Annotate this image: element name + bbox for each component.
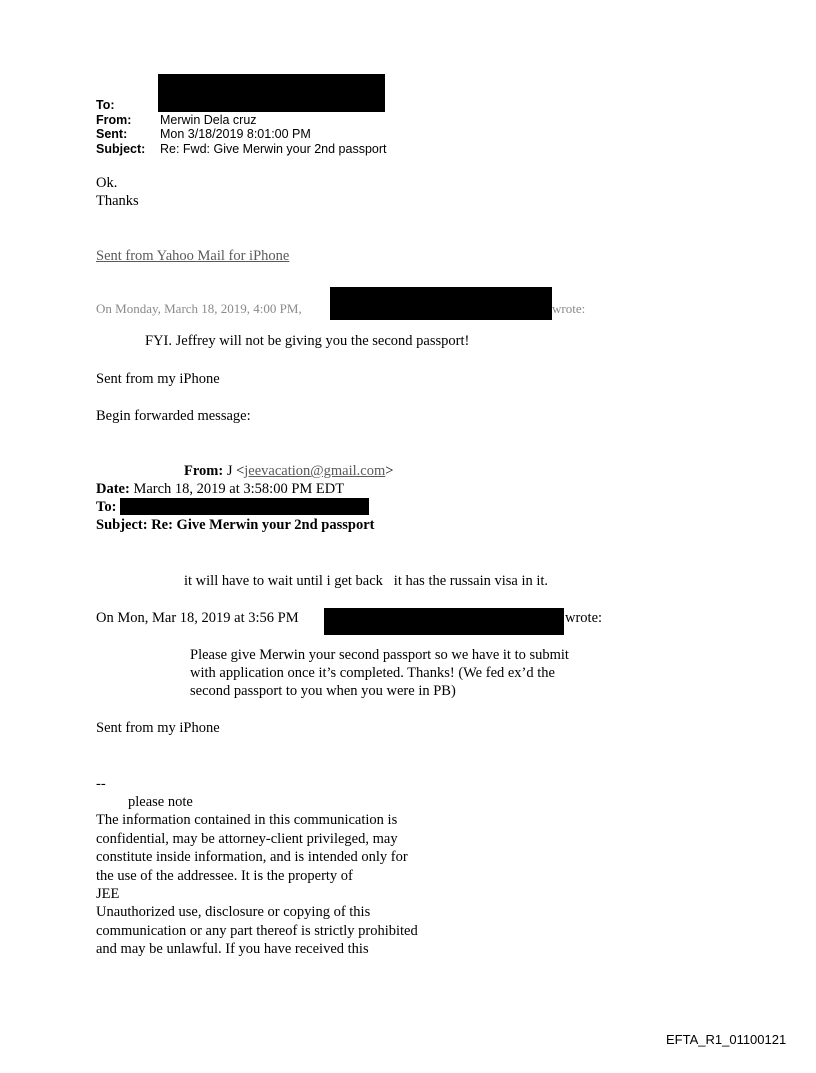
disclaimer-line-2: confidential, may be attorney-client privileged, may (96, 831, 398, 847)
fwd-from-name: J < (223, 463, 245, 479)
sent-label: Sent: (96, 127, 128, 141)
fwd-from-close: > (385, 463, 394, 479)
fwd-intro-suffix: wrote: (565, 610, 603, 626)
redaction-box (158, 74, 385, 112)
fwd-message: it will have to wait until i get back it has the russain visa in it. (184, 573, 549, 589)
fwd-intro-prefix: On Mon, Mar 18, 2019 at 3:56 PM (96, 610, 299, 626)
quote1-intro (96, 300, 302, 317)
from-value: Merwin Dela cruz (160, 113, 257, 127)
quote1-signature: Sent from my iPhone (96, 371, 220, 387)
fwd-to-label: To: (96, 499, 117, 515)
disclaimer-line-7: communication or any part thereof is strictly prohibited (96, 923, 418, 939)
fwd-subject-label: Subject: (96, 517, 148, 533)
fwd-from-label: From: (184, 463, 224, 479)
redaction-box (330, 287, 552, 320)
subject-value: Re: Fwd: Give Merwin your 2nd passport (160, 142, 387, 156)
disclaimer-dashes: -- (96, 776, 106, 792)
fwd-subject-value: Re: Give Merwin your 2nd passport (147, 517, 375, 533)
disclaimer-line-8: and may be unlawful. If you have received this (96, 941, 369, 957)
yahoo-signature-link[interactable]: Sent from Yahoo Mail for iPhone (96, 248, 290, 264)
disclaimer-line-1: The information contained in this communication is (96, 812, 398, 828)
fwd-subject-line (96, 517, 374, 534)
sent-value: Mon 3/18/2019 8:01:00 PM (160, 127, 311, 141)
reply-line-ok: Ok. (96, 175, 118, 191)
fwd-signature: Sent from my iPhone (96, 720, 220, 736)
fwd-date-label: Date: (96, 481, 130, 497)
forwarded-notice: Begin forwarded message: (96, 408, 251, 424)
quote1-message: FYI. Jeffrey will not be giving you the second passport! (145, 333, 470, 349)
disclaimer-line-3: constitute inside information, and is intended only for (96, 849, 408, 865)
redaction-box (324, 608, 564, 635)
fwd-date-line (96, 481, 344, 498)
fwd-quoted-line-3: second passport to you when you were in PB) (190, 683, 456, 699)
document-id: EFTA_R1_01100121 (666, 1032, 787, 1047)
disclaimer-heading: please note (128, 794, 193, 810)
redaction-box (120, 498, 369, 515)
fwd-quoted-line-1: Please give Merwin your second passport so we have it to submit (190, 647, 569, 663)
fwd-date-value: March 18, 2019 at 3:58:00 PM EDT (129, 481, 345, 497)
disclaimer-line-5: JEE (96, 886, 120, 902)
fwd-from-email-link[interactable]: jeevacation@gmail.com (244, 463, 386, 479)
quote1-intro-prefix: On Monday, March 18, 2019, 4:00 PM, (96, 301, 302, 316)
fwd-quoted-line-2: with application once it’s completed. Thanks! (We fed ex’d the (190, 665, 555, 681)
subject-label: Subject: (96, 142, 146, 156)
to-label: To: (96, 98, 115, 112)
from-label: From: (96, 113, 132, 127)
disclaimer-line-6: Unauthorized use, disclosure or copying of this (96, 904, 371, 920)
fwd-from-line (184, 463, 393, 480)
quote1-intro-suffix: wrote: (552, 301, 586, 316)
disclaimer-line-4: the use of the addressee. It is the property of (96, 868, 353, 884)
reply-line-thanks: Thanks (96, 193, 139, 209)
